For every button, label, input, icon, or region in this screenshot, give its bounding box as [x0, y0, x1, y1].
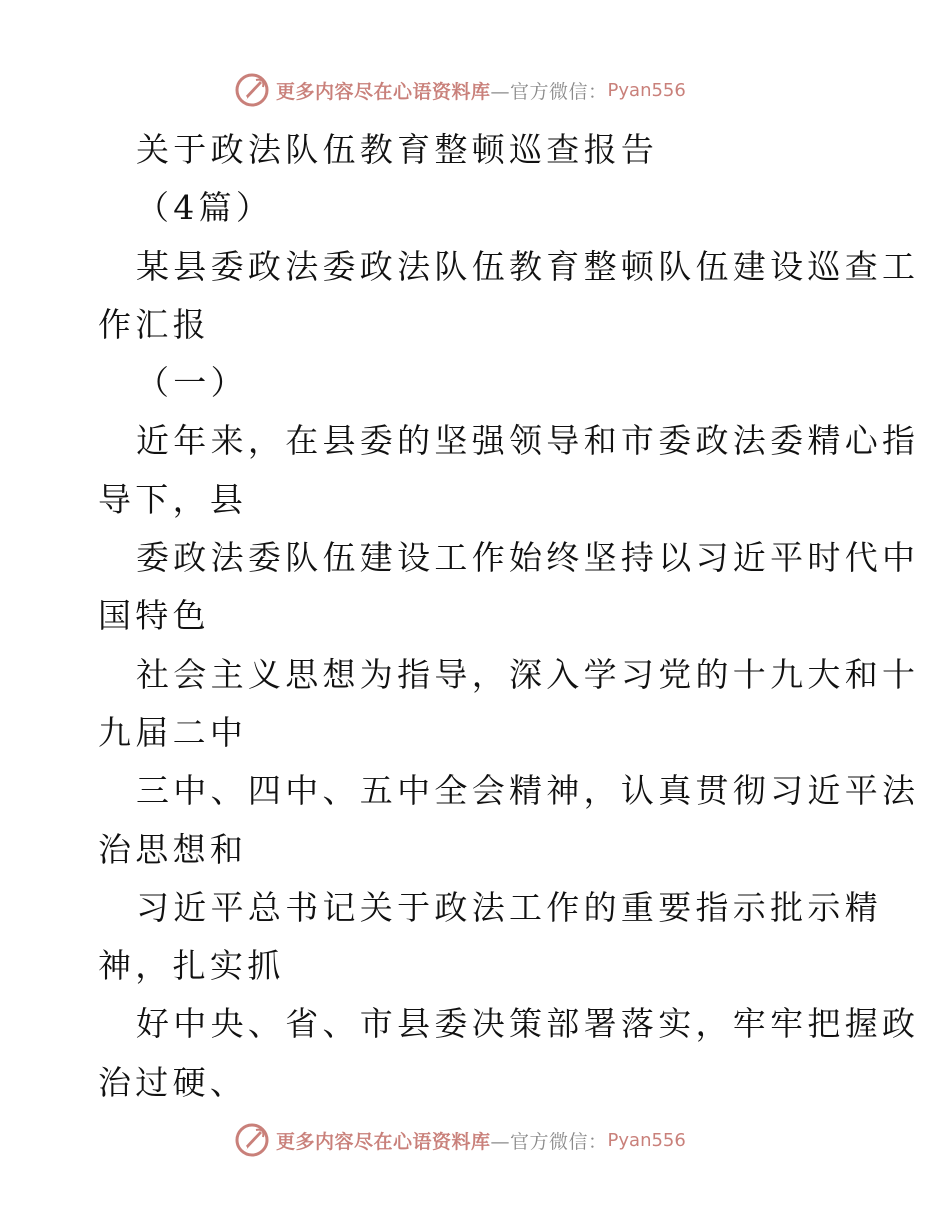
document-body — [98, 121, 920, 1112]
watermark-separator: —官方微信： — [490, 1130, 608, 1153]
text-line: 近年来，在县委的坚强领导和市委政法委精心指 — [136, 421, 920, 461]
text-line: （一） — [136, 363, 248, 403]
text-line: 治思想和 — [98, 829, 248, 869]
quill-logo-icon — [234, 72, 270, 108]
watermark-separator: —官方微信： — [490, 80, 608, 103]
watermark-brand: 更多内容尽在心语资料库 — [276, 1130, 491, 1153]
footer-watermark — [234, 1122, 686, 1158]
text-line: 治过硬、 — [98, 1062, 248, 1102]
text-line: 某县委政法委政法队伍教育整顿队伍建设巡查工 — [136, 246, 920, 286]
text-line: 九届二中 — [98, 712, 248, 752]
text-line: （4篇） — [136, 188, 274, 228]
text-line: 作汇报 — [98, 304, 210, 344]
watermark-account: Pyan556 — [607, 79, 686, 101]
text-line: 关于政法队伍教育整顿巡查报告 — [136, 130, 659, 169]
text-line: 社会主义思想为指导，深入学习党的十九大和十 — [136, 654, 920, 694]
text-line: 委政法委队伍建设工作始终坚持以习近平时代中 — [136, 538, 920, 578]
text-line: 神，扎实抓 — [98, 946, 285, 986]
text-line: 好中央、省、市县委决策部署落实，牢牢把握政 — [136, 1004, 920, 1044]
watermark-brand: 更多内容尽在心语资料库 — [276, 80, 491, 103]
quill-logo-icon — [234, 1122, 270, 1158]
watermark-account: Pyan556 — [607, 1129, 686, 1151]
text-line: 导下，县 — [98, 479, 248, 519]
text-line: 习近平总书记关于政法工作的重要指示批示精 — [136, 887, 882, 927]
header-watermark — [234, 72, 686, 108]
text-line: 国特色 — [98, 596, 210, 636]
text-line: 三中、四中、五中全会精神，认真贯彻习近平法 — [136, 771, 920, 811]
